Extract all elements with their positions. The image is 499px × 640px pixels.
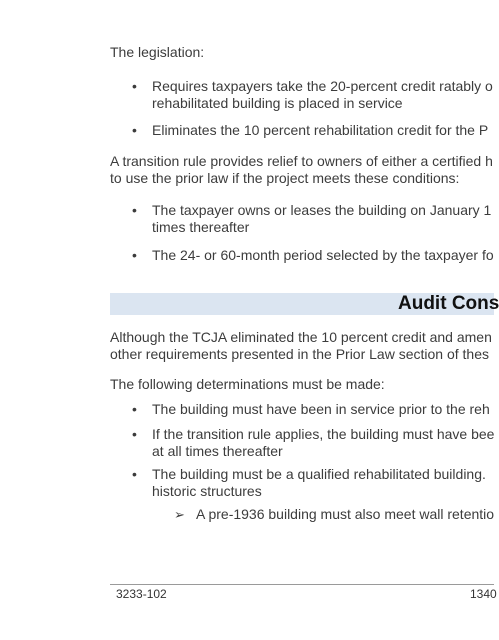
bullet-text: If the transition rule applies, the building must have bee [152,426,495,442]
footer-doc-number: 3233-102 [116,587,167,601]
although-paragraph: Although the TCJA eliminated the 10 percent credit and amen [110,329,492,345]
sub-bullet-text: A pre-1936 building must also meet wall retentio [196,506,495,522]
bullet-text: at all times thereafter [152,443,283,459]
although-paragraph: other requirements presented in the Prior Law section of thes [110,346,489,362]
bullet-marker: • [132,122,137,138]
legislation-intro: The legislation: [110,44,205,60]
bullet-marker: • [132,466,137,482]
bullet-marker: • [132,202,137,218]
bullet-marker: • [132,426,137,442]
bullet-text: The 24- or 60-month period selected by the taxpayer fo [152,247,494,263]
bullet-text: rehabilitated building is placed in service [152,95,403,111]
determinations-intro: The following determinations must be made: [110,376,385,392]
bullet-text: Eliminates the 10 percent rehabilitation credit for the P [152,122,489,138]
bullet-text: The building must have been in service prior to the reh [152,401,490,417]
transition-paragraph: to use the prior law if the project meets these conditions: [110,170,460,186]
bullet-text: historic structures [152,483,262,499]
bullet-text: The building must be a qualified rehabilitated building. [152,466,486,482]
bullet-text: times thereafter [152,219,250,235]
bullet-text: The taxpayer owns or leases the building on January 1 [152,202,492,218]
bullet-marker: • [132,401,137,417]
footer-page-ref: 1340 [470,587,497,601]
footer-divider [110,584,494,585]
bullet-text: Requires taxpayers take the 20-percent credit ratably o [152,78,493,94]
arrow-bullet-icon: ➢ [174,507,185,522]
bullet-marker: • [132,247,137,263]
transition-paragraph: A transition rule provides relief to owners of either a certified h [110,153,493,169]
section-heading: Audit Cons [398,293,499,314]
bullet-marker: • [132,78,137,94]
